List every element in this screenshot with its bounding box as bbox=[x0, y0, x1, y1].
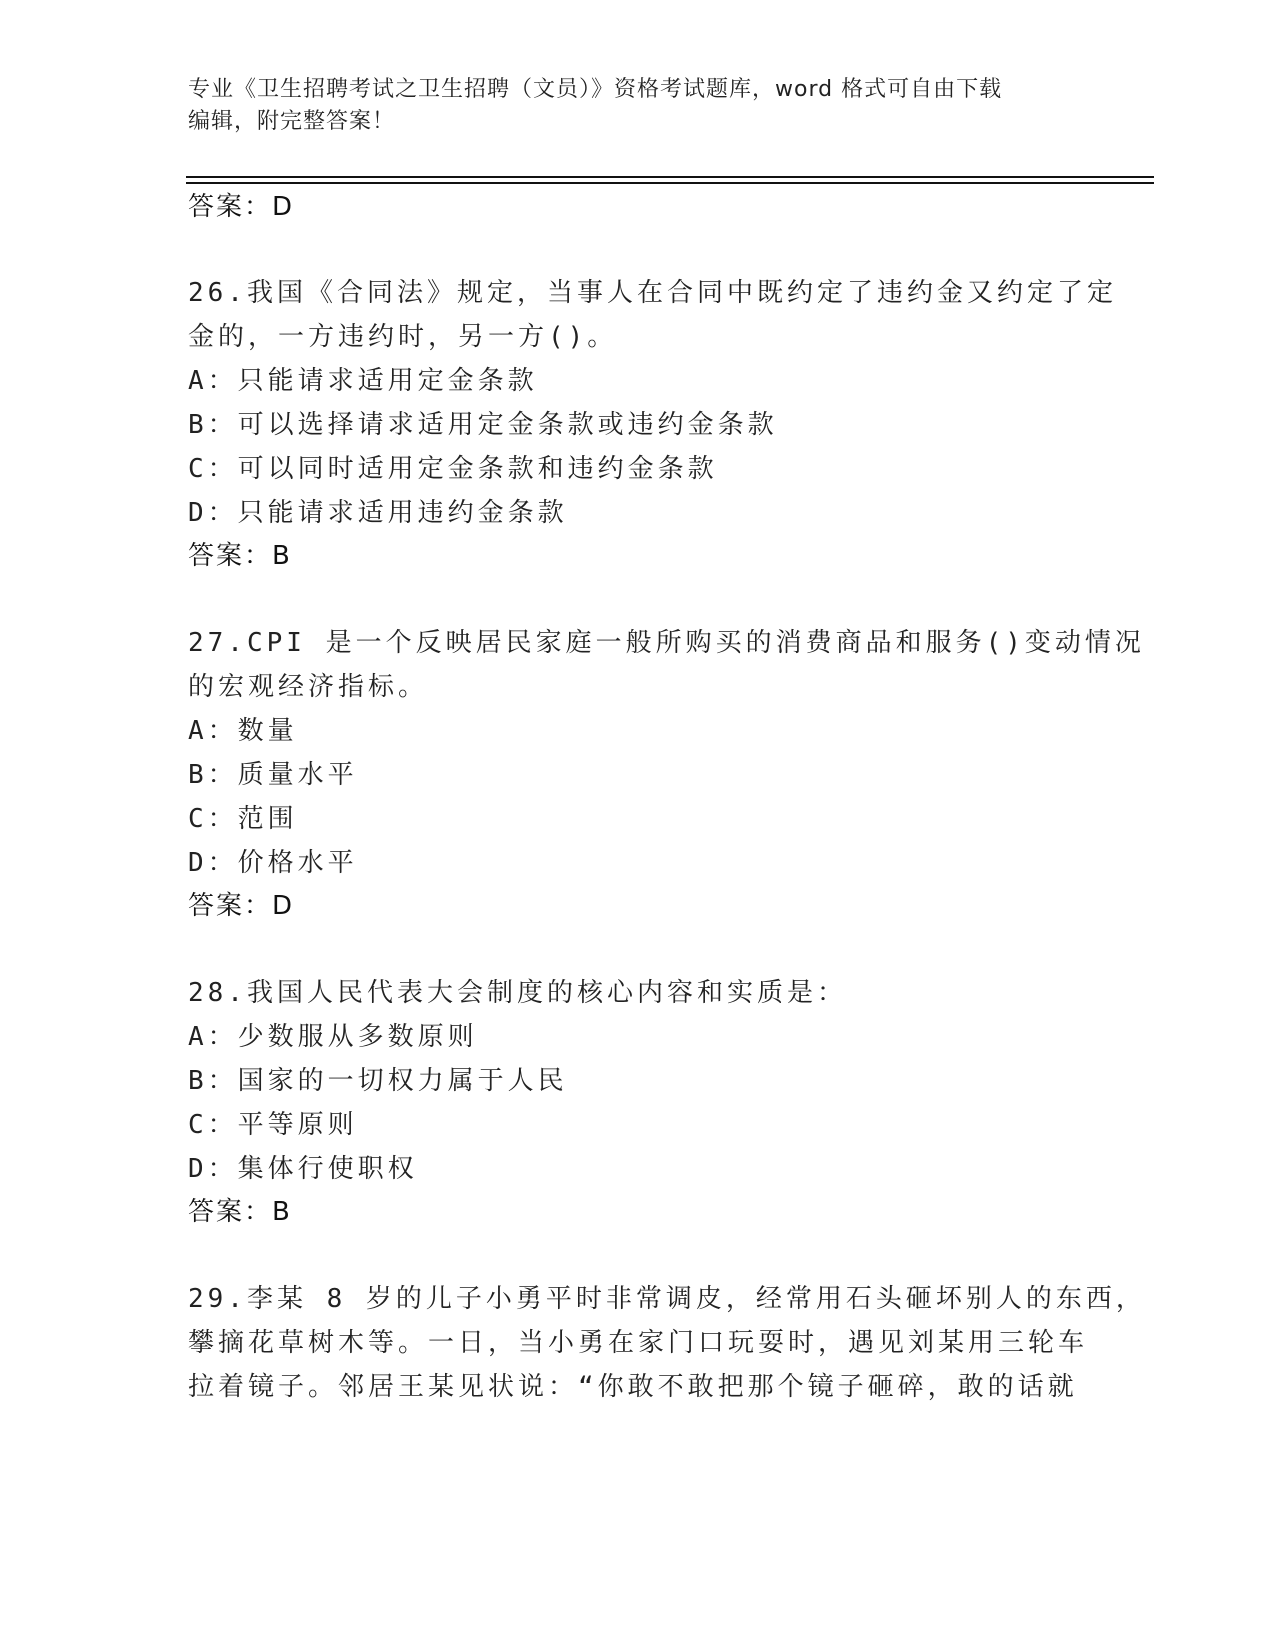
question-29-stem-line-3: 拉着镜子。邻居王某见状说：“你敢不敢把那个镜子砸碎，敢的话就 bbox=[188, 1372, 1078, 1402]
question-27-answer: 答案：D bbox=[188, 891, 295, 921]
header-line-2: 编辑，附完整答案！ bbox=[188, 109, 396, 134]
question-28-option-b: B：国家的一切权力属于人民 bbox=[188, 1066, 568, 1096]
question-26-option-b: B：可以选择请求适用定金条款或违约金条款 bbox=[188, 410, 778, 440]
question-27-option-d: D：价格水平 bbox=[188, 848, 358, 878]
question-27-option-b: B：质量水平 bbox=[188, 760, 358, 790]
question-27-stem-line-1: 27.CPI 是一个反映居民家庭一般所购买的消费商品和服务()变动情况 bbox=[188, 628, 1145, 658]
question-28-option-d: D：集体行使职权 bbox=[188, 1154, 418, 1184]
question-27-option-c: C：范围 bbox=[188, 804, 298, 834]
question-27-option-a: A：数量 bbox=[188, 716, 298, 746]
answer-prev: 答案：D bbox=[188, 192, 295, 222]
question-26-stem-line-2: 金的，一方违约时，另一方()。 bbox=[188, 322, 618, 352]
document-header bbox=[188, 74, 1068, 138]
question-28-stem-line-1: 28.我国人民代表大会制度的核心内容和实质是： bbox=[188, 978, 847, 1008]
question-29-stem-line-2: 攀摘花草树木等。一日，当小勇在家门口玩耍时，遇见刘某用三轮车 bbox=[188, 1328, 1089, 1358]
question-27-stem-line-2: 的宏观经济指标。 bbox=[188, 672, 429, 702]
question-26-option-c: C：可以同时适用定金条款和违约金条款 bbox=[188, 454, 718, 484]
question-28-option-c: C：平等原则 bbox=[188, 1110, 358, 1140]
question-26-option-a: A：只能请求适用定金条款 bbox=[188, 366, 538, 396]
question-26-option-d: D：只能请求适用违约金条款 bbox=[188, 498, 568, 528]
question-29-stem-line-1: 29.李某 8 岁的儿子小勇平时非常调皮，经常用石头砸坏别人的东西， bbox=[188, 1284, 1146, 1314]
question-28-option-a: A：少数服从多数原则 bbox=[188, 1022, 478, 1052]
header-line-1: 专业《卫生招聘考试之卫生招聘（文员）》资格考试题库，word 格式可自由下载 bbox=[188, 77, 1003, 102]
question-26-answer: 答案：B bbox=[188, 541, 292, 571]
question-28-answer: 答案：B bbox=[188, 1197, 292, 1227]
header-divider-bottom bbox=[186, 182, 1154, 184]
question-26-stem-line-1: 26.我国《合同法》规定，当事人在合同中既约定了违约金又约定了定 bbox=[188, 278, 1117, 308]
header-divider-top bbox=[186, 176, 1154, 178]
